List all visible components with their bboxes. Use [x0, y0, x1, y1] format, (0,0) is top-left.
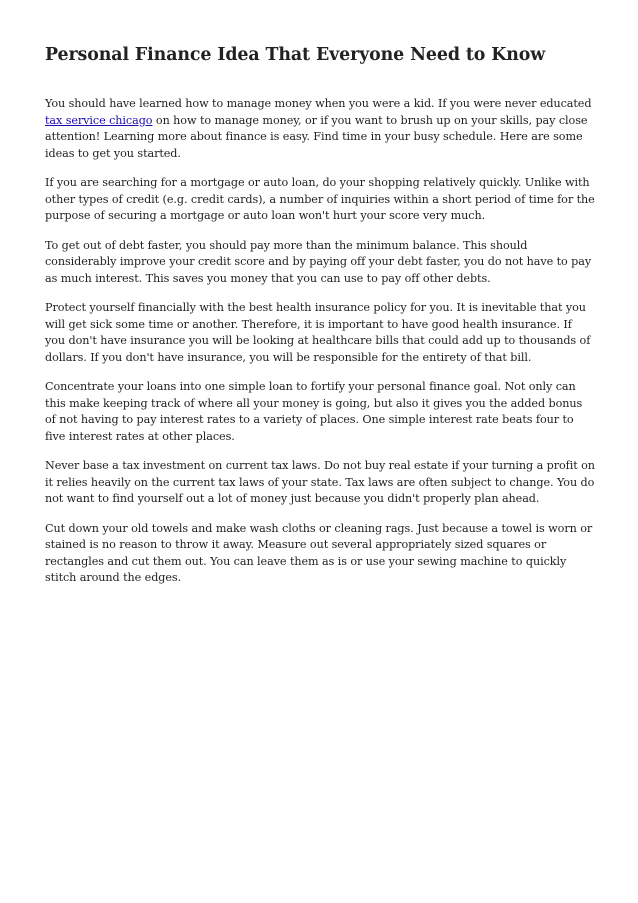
- intro-paragraph: [45, 96, 595, 162]
- paragraph-mortgage: If you are searching for a mortgage or auto loan, do your shopping relatively quickly. Unlike with other types of credit (e.g. credit cards), a number of inquiries within a short period of time for the purpose of securing a mortgage or auto loan won't hurt your score very much.: [45, 176, 595, 222]
- paragraph-debt: To get out of debt faster, you should pay more than the minimum balance. This should considerably improve your credit score and by paying off your debt faster, you do not have to pay as much interest. This saves you money that you can use to pay off other debts.: [45, 238, 592, 285]
- intro-text-after-link: on how to manage money, or if you want to brush up on your skills, pay close attention! Learning more about finance is easy. Find time in your busy schedule. Here are some ideas to get you started.: [45, 113, 588, 160]
- paragraph-tax: Never base a tax investment on current tax laws. Do not buy real estate if your turning a profit on it relies heavily on the current tax laws of your state. Tax laws are often subject to change. You do not want to find yourself out a lot of money just because you didn't properly plan ahead.: [45, 459, 595, 505]
- intro-text-before-link: You should have learned how to manage money when you were a kid. If you were never educated: [45, 97, 592, 110]
- document-page: [45, 44, 595, 600]
- paragraph-insurance: Protect yourself financially with the best health insurance policy for you. It is inevitable that you will get sick some time or another. Therefore, it is important to have good health insurance. If you don't have insurance you will be looking at healthcare bills that could add up to thousands of dollars. If you don't have insurance, you will be responsible for the entirety of that bill.: [45, 301, 591, 364]
- paragraph-loans: Concentrate your loans into one simple loan to fortify your personal finance goal. Not only can this make keeping track of where all your money is going, but also it gives you the added bonus of not having to pay interest rates to a variety of places. One simple interest rate beats four to five interest rates at other places.: [45, 380, 583, 443]
- document-title: Personal Finance Idea That Everyone Need to Know: [45, 45, 546, 65]
- paragraph-towels: Cut down your old towels and make wash cloths or cleaning rags. Just because a towel is worn or stained is no reason to throw it away. Measure out several appropriately sized squares or rectangles and cut them out. You can leave them as is or use your sewing machine to quickly stitch around the edges.: [45, 521, 593, 584]
- tax-service-chicago-link[interactable]: tax service chicago: [45, 113, 153, 127]
